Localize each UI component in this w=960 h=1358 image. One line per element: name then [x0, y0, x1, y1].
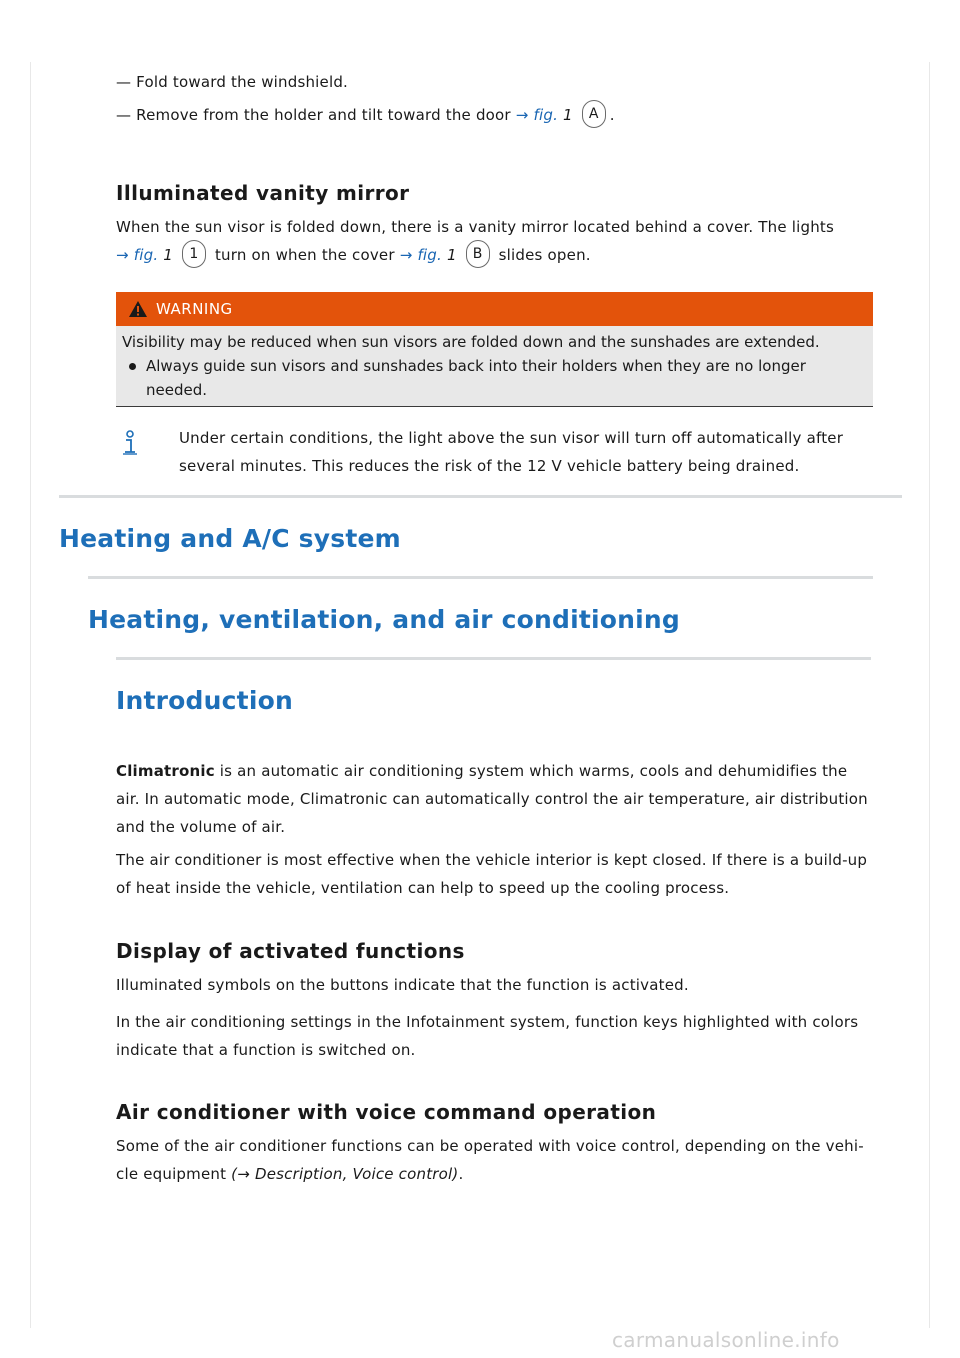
intro-p1-line3: and the volume of air.	[116, 818, 286, 836]
heading-h1: Heating and A/C system	[59, 524, 401, 553]
step-remove-text: — Remove from the holder and tilt toward the door	[116, 106, 511, 124]
period: .	[609, 106, 615, 124]
warning-triangle-icon	[128, 300, 148, 318]
divider-h2	[88, 576, 873, 579]
fig-number: 1	[163, 246, 174, 264]
warning-body	[116, 326, 873, 407]
voice-line2	[116, 1160, 463, 1188]
warning-text: Visibility may be reduced when sun visors are folded down and the sunshades are extended.	[122, 333, 820, 351]
fig-ref-link[interactable]	[400, 246, 457, 264]
warning-box	[116, 292, 873, 407]
warning-header	[116, 292, 873, 326]
fig-label: fig.	[133, 246, 159, 264]
warning-bullet: Always guide sun visors and sunshades back into their holders when they are no longer needed.	[146, 354, 867, 402]
fig-number: 1	[563, 106, 573, 124]
step-fold: — Fold toward the windshield.	[116, 73, 349, 91]
callout-a: A	[582, 100, 606, 128]
intro-p2-line2: of heat inside the vehicle, ventilation can help to speed up the cooling process.	[116, 879, 730, 897]
arrow-icon: →	[399, 246, 413, 264]
voice-line2-suffix: .	[458, 1165, 464, 1183]
vanity-heading: Illuminated vanity mirror	[116, 181, 410, 205]
warning-list	[122, 354, 867, 402]
page-border-left	[30, 62, 31, 1328]
note-line2: several minutes. This reduces the risk of the 12 V vehicle battery being drained.	[179, 457, 800, 475]
heading-introduction: Introduction	[116, 686, 293, 715]
callout-1: 1	[182, 240, 206, 268]
intro-p1-line1	[116, 757, 847, 785]
vanity-line2	[116, 241, 591, 270]
climatronic-bold: Climatronic	[116, 762, 215, 780]
fig-label: fig.	[417, 246, 442, 264]
vanity-end-text: slides open.	[498, 246, 591, 264]
callout-b: B	[466, 240, 490, 268]
page-border-right	[929, 62, 930, 1328]
display-heading: Display of activated functions	[116, 939, 465, 963]
vanity-mid-text: turn on when the cover	[214, 246, 395, 264]
arrow-icon: →	[515, 106, 529, 124]
intro-p2-line1: The air conditioner is most effective when the vehicle interior is kept closed. If there is a build-up	[116, 851, 868, 869]
intro-p1-line2: air. In automatic mode, Climatronic can automatically control the air temperature, air distribution	[116, 790, 868, 808]
vanity-line1: When the sun visor is folded down, there is a vanity mirror located behind a cover. The lights	[116, 218, 835, 236]
divider-h3	[116, 657, 871, 660]
step-remove	[116, 101, 615, 130]
display-p1: Illuminated symbols on the buttons indicate that the function is activated.	[116, 976, 689, 994]
heading-h2: Heating, ventilation, and air conditioning	[88, 605, 681, 634]
intro-p1-rest: is an automatic air conditioning system which warms, cools and dehumidifies the	[214, 762, 848, 780]
fig-ref-link[interactable]	[116, 246, 173, 264]
info-note-icon	[121, 430, 139, 456]
warning-title: WARNING	[156, 300, 233, 318]
divider-h1	[59, 495, 902, 498]
voice-line2-prefix: cle equipment	[116, 1165, 232, 1183]
watermark: carmanualsonline.info	[612, 1328, 840, 1352]
fig-ref-link[interactable]	[516, 106, 573, 124]
arrow-icon: →	[116, 246, 129, 264]
fig-number: 1	[446, 246, 457, 264]
display-p2-line2: indicate that a function is switched on.	[116, 1041, 416, 1059]
voice-heading: Air conditioner with voice command operation	[116, 1100, 657, 1124]
voice-control-ref[interactable]: (→ Description, Voice control)	[231, 1165, 459, 1183]
note-line1: Under certain conditions, the light above the sun visor will turn off automatically after	[179, 429, 844, 447]
display-p2-line1: In the air conditioning settings in the Infotainment system, function keys highlighted with colors	[116, 1013, 859, 1031]
fig-label: fig.	[533, 106, 559, 124]
voice-line1: Some of the air conditioner functions can be operated with voice control, depending on the vehi-	[116, 1137, 864, 1155]
